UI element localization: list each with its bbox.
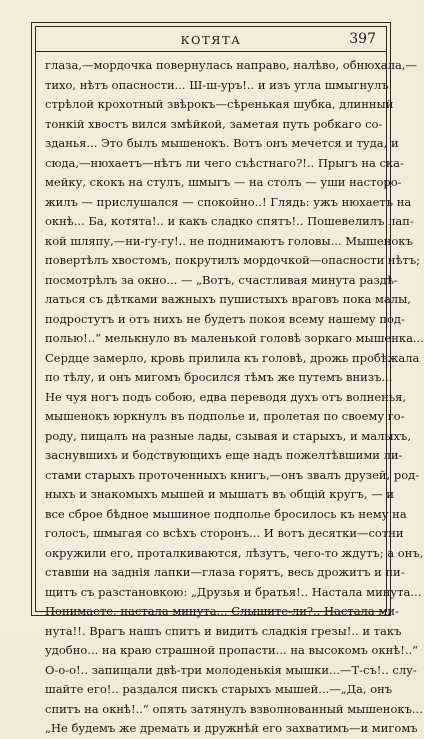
text-line: сюда,—нюхаетъ—нѣтъ ли чего съѣстнаго?!.. Прыгъ на ска-: [45, 155, 404, 170]
text-line: подростутъ и отъ нихъ не будетъ покоя всему нашему под-: [45, 311, 405, 326]
text-line: Сердце замерло, кровь прилила къ головѣ, дрожь пробѣжала: [45, 350, 420, 365]
text-line: жилъ — прислушался — спокойно..! Глядь: ужъ нюхаетъ на: [45, 194, 412, 209]
text-line: мышенокъ юркнулъ въ подполье и, пролетая по своему го-: [45, 409, 405, 423]
text-line: глаза,—мордочка повернулась направо, налѣво, обнюхала,—: [45, 58, 417, 72]
page-number: 397: [349, 31, 376, 47]
text-line: посмотрѣлъ за окно... — „Вотъ, счастливая минута раздѣ-: [45, 272, 398, 287]
text-line: тихо, нѣтъ опасности... Ш-ш-уръ!.. и изъ угла шмыгнулъ: [45, 77, 389, 92]
text-line: ныхъ и знакомыхъ мышей и мышатъ въ общій кругъ, — и: [45, 487, 395, 501]
text-line: нута!!. Врагъ нашъ спитъ и видитъ сладкія грезы!.. и такъ: [45, 623, 402, 638]
text-line: Не чуя ногъ подъ собою, едва переводя духъ отъ волненья,: [45, 389, 407, 404]
body-text: [45, 56, 424, 739]
header-rule: [36, 51, 386, 52]
text-line: спитъ на окнѣ!..“ опять затянулъ взволнованный мышенокъ...: [45, 701, 423, 716]
text-line: тонкій хвостъ вился змѣйкой, заметая путь робкаго со-: [45, 116, 383, 131]
text-line: окружили его, проталкиваются, лѣзутъ, чего-то ждутъ; а онъ,: [45, 545, 424, 560]
text-line: стами старыхъ проточенныхъ книгъ,—онъ звалъ друзей, род-: [45, 467, 420, 482]
text-line: мейку, скокъ на стулъ, шмыгъ — на столъ — уши насторо-: [45, 175, 402, 189]
text-line: голосъ, шмыгая со всѣхъ сторонъ... И вотъ десятки—сотни: [45, 526, 404, 540]
text-line: по тѣлу, и онъ мигомъ бросился тѣмъ же путемъ внизъ...: [45, 370, 393, 384]
text-line: ставши на заднія лапки—глаза горятъ, весь дрожитъ и пи-: [45, 565, 405, 579]
text-line: все сброе бѣдное мышиное подполье бросилось къ нему на: [45, 506, 407, 521]
text-line: „Не будемъ же дремать и дружнѣй его захватимъ—и мигомъ: [45, 721, 418, 735]
text-line: заснувшихъ и бодствующихъ еще надъ пожелтѣвшими ли-: [45, 448, 403, 462]
text-line: щитъ съ разстановкою: „Друзья и братья!.. Настала минута...: [45, 584, 422, 599]
text-line: роду, пищалъ на разные лады, сзывая и старыхъ, и малыхъ,: [45, 428, 412, 443]
text-line: зданья... Это былъ мышенокъ. Вотъ онъ мечется и туда, и: [45, 136, 399, 150]
text-line: повертѣлъ хвостомъ, покрутилъ мордочкой—опасности нѣтъ;: [45, 253, 421, 267]
text-line: О-о-о!.. запищали двѣ-три молоденькія мышки...—Т-съ!.. слу-: [45, 662, 417, 677]
text-line: Понимаете, настала минута... Слышите-ли?.. Настала ми-: [45, 604, 399, 618]
text-line: шайте его!.. раздался пискъ старыхъ мышей...—„Да, онъ: [45, 682, 393, 696]
running-header: [44, 30, 378, 50]
text-line: стрѣлой крохотный звѣрокъ—сѣренькая шубка, длинный: [45, 97, 394, 111]
text-line: кой шляпу,—ни-гу-гу!.. не поднимаютъ головы... Мышенокъ: [45, 233, 413, 248]
text-line: окнѣ... Ба, котята!.. и какъ сладко спятъ!.. Пошевелилъ лап-: [45, 214, 414, 228]
text-line: латься съ дѣтками важныхъ пушистыхъ враговъ пока малы,: [45, 292, 411, 306]
running-title: КОТЯТА: [180, 33, 242, 47]
text-line: полью!..“ мелькнуло въ маленькой головѣ зоркаго мышенка...: [45, 331, 424, 345]
text-line: удобно... на краю страшной пропасти... на высокомъ окнѣ!..“: [45, 643, 419, 657]
